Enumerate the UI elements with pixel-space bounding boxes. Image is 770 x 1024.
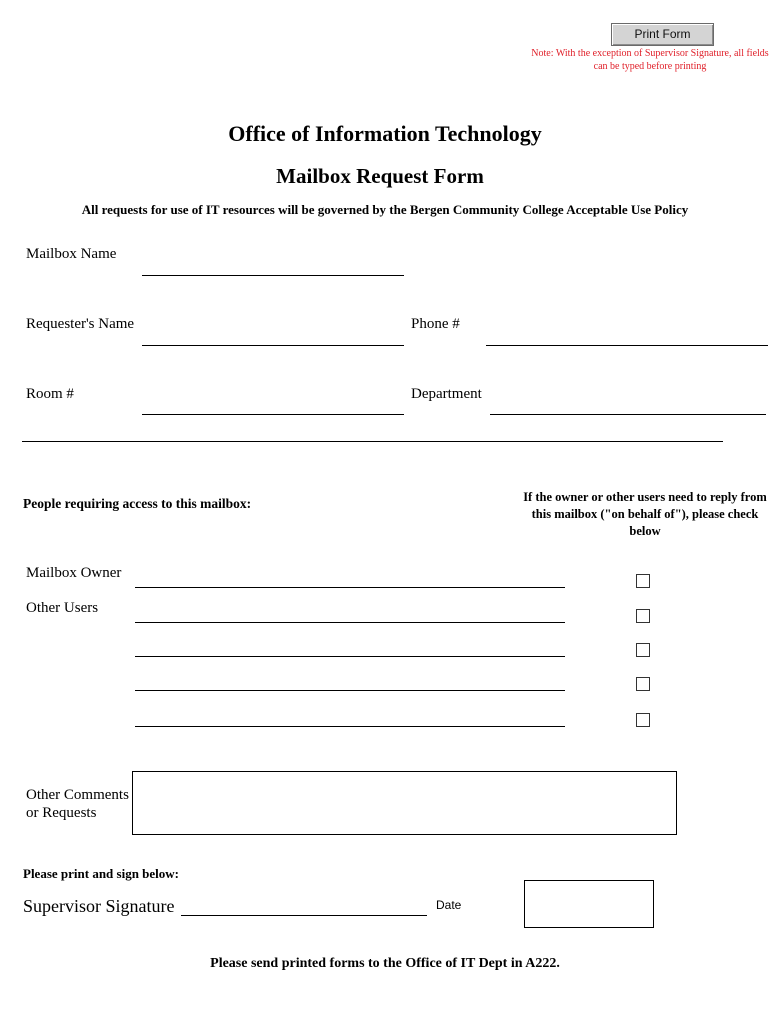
other-user-underline-1 [135, 622, 565, 623]
other-user-field-4[interactable] [135, 705, 565, 725]
department-field[interactable] [490, 394, 766, 414]
other-user-underline-3 [135, 690, 565, 691]
comments-label-line-2: or Requests [26, 805, 97, 821]
other-user-reply-checkbox-3[interactable] [636, 677, 650, 691]
department-label: Department [411, 386, 482, 402]
print-sign-instruction: Please print and sign below: [23, 866, 180, 881]
owner-reply-checkbox[interactable] [636, 574, 650, 588]
other-users-label: Other Users [26, 600, 99, 616]
section-divider [22, 441, 723, 442]
office-title: Office of Information Technology [228, 121, 542, 146]
room-field[interactable] [142, 394, 404, 414]
form-title: Mailbox Request Form [276, 164, 484, 188]
requester-name-field[interactable] [142, 324, 404, 344]
access-heading: People requiring access to this mailbox: [23, 496, 252, 511]
room-underline [142, 414, 404, 415]
other-user-underline-4 [135, 726, 565, 727]
department-underline [490, 414, 766, 415]
mailbox-name-underline [142, 275, 404, 276]
phone-label: Phone # [411, 316, 460, 332]
other-user-field-2[interactable] [135, 635, 565, 655]
submission-instruction: Please send printed forms to the Office of IT Dept in A222. [210, 956, 560, 971]
reply-on-behalf-note: If the owner or other users need to reply from this mailbox ("on behalf of"), please check below [523, 490, 767, 538]
other-user-field-1[interactable] [135, 601, 565, 621]
print-form-button[interactable]: Print Form [611, 23, 714, 46]
comments-label-line-1: Other Comments [26, 787, 129, 803]
other-user-reply-checkbox-4[interactable] [636, 713, 650, 727]
other-user-underline-2 [135, 656, 565, 657]
comments-label [26, 786, 129, 822]
comments-textarea[interactable] [132, 771, 677, 835]
policy-statement: All requests for use of IT resources will be governed by the Bergen Community College Acceptable Use Policy [81, 202, 689, 217]
other-user-field-3[interactable] [135, 669, 565, 689]
typing-note: Note: With the exception of Supervisor Signature, all fields can be typed before printing [531, 48, 769, 72]
other-user-reply-checkbox-1[interactable] [636, 609, 650, 623]
room-label: Room # [26, 386, 74, 402]
requester-name-label: Requester's Name [26, 316, 135, 332]
other-user-reply-checkbox-2[interactable] [636, 643, 650, 657]
mailbox-owner-field[interactable] [135, 566, 565, 586]
phone-underline [486, 345, 768, 346]
date-field[interactable] [524, 880, 654, 928]
requester-name-underline [142, 345, 404, 346]
supervisor-signature-label: Supervisor Signature [23, 896, 175, 916]
mailbox-owner-underline [135, 587, 565, 588]
mailbox-name-label: Mailbox Name [26, 246, 117, 262]
supervisor-signature-line [181, 915, 427, 916]
mailbox-name-field[interactable] [142, 254, 404, 274]
mailbox-owner-label: Mailbox Owner [26, 565, 122, 581]
phone-field[interactable] [486, 324, 768, 344]
date-label: Date [436, 898, 462, 912]
